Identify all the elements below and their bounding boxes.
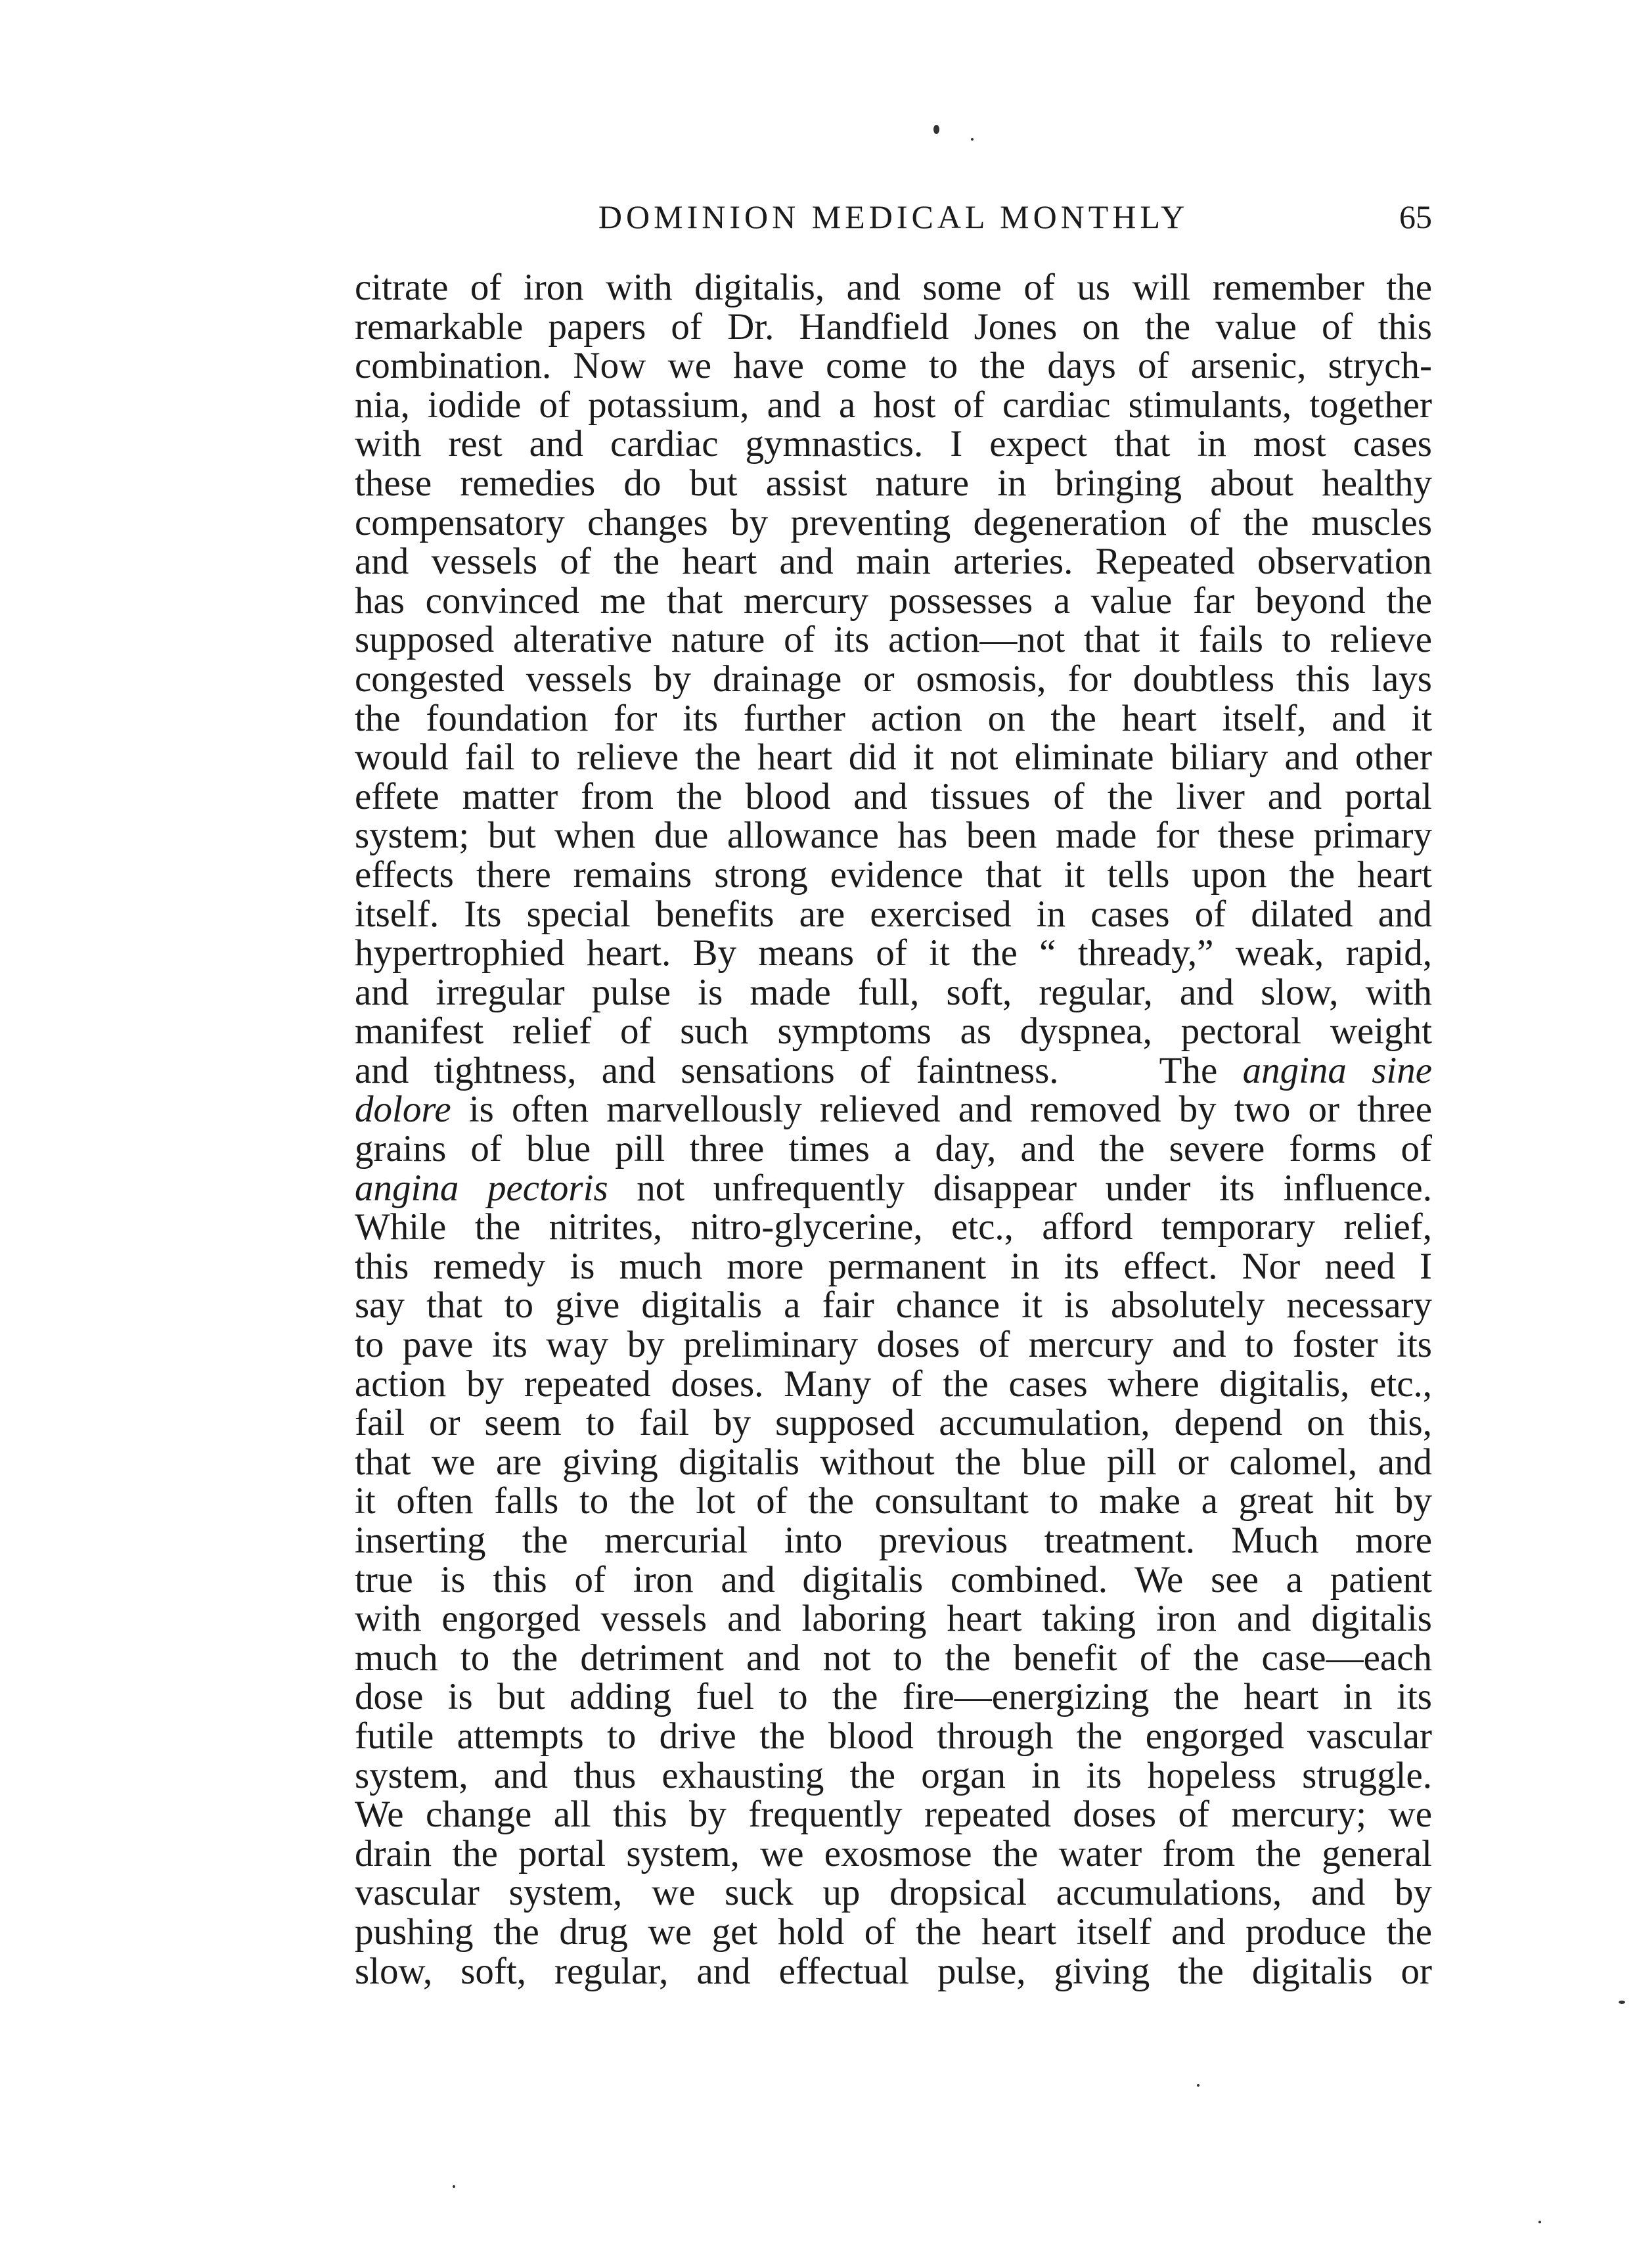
text-line: with rest and cardiac gymnastics. I expect that in most cases bbox=[355, 423, 1432, 465]
text-line: combination. Now we have come to the days of arsenic, strych- bbox=[355, 345, 1432, 387]
text-line-with-italic bbox=[355, 1051, 1432, 1091]
italic-term: angina sine bbox=[1242, 1049, 1433, 1091]
scan-speck bbox=[453, 2185, 455, 2188]
text-line: We change all this by frequently repeated doses of mercury; we bbox=[355, 1794, 1432, 1836]
scan-speck bbox=[933, 125, 939, 134]
text-segment: and tightness, and sensations of faintness. bbox=[355, 1049, 1059, 1091]
text-line-with-italic bbox=[355, 1090, 1432, 1129]
scan-speck bbox=[1619, 2001, 1625, 2004]
text-line: the foundation for its further action on the heart itself, and it bbox=[355, 697, 1432, 739]
text-line: system, and thus exhausting the organ in its hopeless struggle. bbox=[355, 1754, 1432, 1796]
text-line: dose is but adding fuel to the fire—energizing the heart in its bbox=[355, 1676, 1432, 1718]
text-line: with engorged vessels and laboring heart taking iron and digitalis bbox=[355, 1598, 1432, 1640]
text-line: effete matter from the blood and tissues of the liver and portal bbox=[355, 775, 1432, 817]
scan-speck bbox=[971, 138, 974, 141]
text-line: manifest relief of such symptoms as dyspnea, pectoral weight bbox=[355, 1010, 1432, 1053]
text-line: fail or seem to fail by supposed accumulation, depend on this, bbox=[355, 1402, 1432, 1444]
text-line: remarkable papers of Dr. Handfield Jones on the value of this bbox=[355, 306, 1432, 348]
text-line: supposed alterative nature of its action—not that it fails to relieve bbox=[355, 619, 1432, 661]
text-line: system; but when due allowance has been made for these primary bbox=[355, 815, 1432, 857]
text-line: it often falls to the lot of the consultant to make a great hit by bbox=[355, 1480, 1432, 1522]
body-text bbox=[355, 268, 1432, 1991]
text-line: drain the portal system, we exosmose the water from the general bbox=[355, 1832, 1432, 1874]
text-line: to pave its way by preliminary doses of mercury and to foster its bbox=[355, 1324, 1432, 1366]
text-line: action by repeated doses. Many of the cases where digitalis, etc., bbox=[355, 1363, 1432, 1405]
text-line: futile attempts to drive the blood through the engorged vascular bbox=[355, 1715, 1432, 1757]
italic-term: dolore bbox=[355, 1089, 451, 1131]
text-line: this remedy is much more permanent in its effect. Nor need I bbox=[355, 1245, 1432, 1287]
text-line: citrate of iron with digitalis, and some of us will remember the bbox=[355, 267, 1432, 308]
text-line: pushing the drug we get hold of the heart itself and produce the bbox=[355, 1911, 1432, 1953]
text-line: vascular system, we suck up dropsical accumulations, and by bbox=[355, 1872, 1432, 1914]
text-line: congested vessels by drainage or osmosis, for doubtless this lays bbox=[355, 658, 1432, 700]
text-line: nia, iodide of potassium, and a host of cardiac stimulants, together bbox=[355, 384, 1432, 426]
text-line: While the nitrites, nitro-glycerine, etc., afford temporary relief, bbox=[355, 1206, 1432, 1248]
page-header bbox=[355, 191, 1432, 243]
text-line: that we are giving digitalis without the blue pill or calomel, and bbox=[355, 1441, 1432, 1483]
text-segment: not unfrequently disappear under its influence. bbox=[637, 1167, 1432, 1209]
text-line: slow, soft, regular, and effectual pulse, giving the digitalis or bbox=[355, 1950, 1432, 1992]
italic-term: angina pectoris bbox=[355, 1167, 608, 1209]
text-line: effects there remains strong evidence that it tells upon the heart bbox=[355, 853, 1432, 896]
text-line: much to the detriment and not to the benefit of the case—each bbox=[355, 1637, 1432, 1679]
text-line: these remedies do but assist nature in bringing about healthy bbox=[355, 462, 1432, 504]
text-line: true is this of iron and digitalis combined. We see a patient bbox=[355, 1558, 1432, 1600]
running-title: DOMINION MEDICAL MONTHLY bbox=[598, 198, 1189, 235]
text-line: would fail to relieve the heart did it not eliminate biliary and other bbox=[355, 737, 1432, 779]
text-line: hypertrophied heart. By means of it the “ thready,” weak, rapid, bbox=[355, 932, 1432, 974]
text-line: say that to give digitalis a fair chance it is absolutely necessary bbox=[355, 1284, 1432, 1327]
text-line: and irregular pulse is made full, soft, regular, and slow, with bbox=[355, 971, 1432, 1013]
scan-speck bbox=[1538, 2221, 1541, 2223]
text-line: has convinced me that mercury possesses a value far beyond the bbox=[355, 579, 1432, 622]
text-segment: is often marvellously relieved and removed by two or three bbox=[468, 1089, 1432, 1131]
page-number: 65 bbox=[1399, 198, 1432, 235]
text-line: grains of blue pill three times a day, and the severe forms of bbox=[355, 1128, 1432, 1170]
scan-speck bbox=[1197, 2084, 1200, 2087]
text-line: itself. Its special benefits are exercised in cases of dilated and bbox=[355, 893, 1432, 935]
text-segment: The bbox=[1159, 1049, 1218, 1091]
text-line: compensatory changes by preventing degeneration of the muscles bbox=[355, 501, 1432, 543]
text-line-with-italic bbox=[355, 1169, 1432, 1208]
text-line: inserting the mercurial into previous treatment. Much more bbox=[355, 1520, 1432, 1561]
text-line: and vessels of the heart and main arteries. Repeated observation bbox=[355, 541, 1432, 583]
